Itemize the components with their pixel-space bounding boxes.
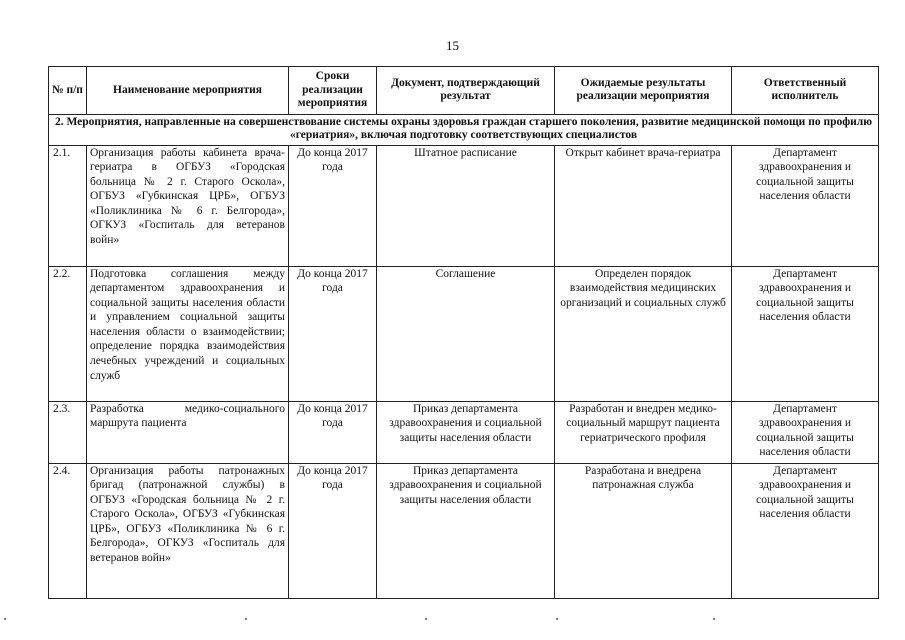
table-row <box>49 463 879 598</box>
scan-speck <box>556 618 558 620</box>
scan-speck <box>4 618 6 620</box>
scan-specks <box>0 618 905 624</box>
row-deadline: До конца 2017 года <box>289 401 377 463</box>
row-deadline: До конца 2017 года <box>289 266 377 401</box>
row-num: 2.4. <box>49 463 87 598</box>
header-results: Ожидаемые результаты реализации мероприятия <box>555 67 732 115</box>
section-row <box>49 114 879 145</box>
row-executor: Департамент здравоохранения и социальной защиты населения области <box>732 463 879 598</box>
header-document: Документ, подтверждающий результат <box>377 67 555 115</box>
row-name: Подготовка соглашения между департаментом здравоохранения и социальной защиты населения области и управлением социальной защиты населения области о взаимодействии; определение порядка взаимодействия лечебных учреждений и социальных служб <box>87 266 289 401</box>
header-deadline: Сроки реализации мероприятия <box>289 67 377 115</box>
page-number: 15 <box>446 38 459 53</box>
scan-speck <box>713 618 715 620</box>
row-name: Разработка медико-социального маршрута пациента <box>87 401 289 463</box>
measures-table <box>48 66 879 599</box>
row-result: Открыт кабинет врача-гериатра <box>555 145 732 266</box>
table-row <box>49 401 879 463</box>
row-document: Штатное расписание <box>377 145 555 266</box>
row-name: Организация работы патронажных бригад (патронажной службы) в ОГБУЗ «Городская больница № 2 г. Старого Оскола», ОГБУЗ «Губкинская ЦРБ», ОГБУЗ «Поликлиника № 6 г. Белгорода», ОГКУЗ «Госпиталь для ветеранов войн» <box>87 463 289 598</box>
row-document: Соглашение <box>377 266 555 401</box>
row-name: Организация работы кабинета врача-гериатра в ОГБУЗ «Городская больница № 2 г. Старого Оскола», ОГБУЗ «Губкинская ЦРБ», ОГБУЗ «Поликлиника № 6 г. Белгорода», ОГКУЗ «Госпиталь для ветеранов войн» <box>87 145 289 266</box>
table-header-row <box>49 67 879 115</box>
header-num: № п/п <box>49 67 87 115</box>
row-result: Определен порядок взаимодействия медицинских организаций и социальных служб <box>555 266 732 401</box>
row-result: Разработана и внедрена патронажная служба <box>555 463 732 598</box>
row-deadline: До конца 2017 года <box>289 145 377 266</box>
table-row <box>49 266 879 401</box>
section-title: 2. Мероприятия, направленные на совершенствование системы охраны здоровья граждан старшего поколения, развитие медицинской помощи по профилю «гериатрия», включая подготовку соответствующих специалистов <box>49 114 879 145</box>
header-executor: Ответственный исполнитель <box>732 67 879 115</box>
row-document: Приказ департамента здравоохранения и социальной защиты населения области <box>377 463 555 598</box>
row-result: Разработан и внедрен медико-социальный маршрут пациента гериатрического профиля <box>555 401 732 463</box>
table-row <box>49 145 879 266</box>
scan-speck <box>245 618 247 620</box>
row-executor: Департамент здравоохранения и социальной защиты населения области <box>732 401 879 463</box>
scan-speck <box>425 618 427 620</box>
header-name: Наименование мероприятия <box>87 67 289 115</box>
row-executor: Департамент здравоохранения и социальной защиты населения области <box>732 145 879 266</box>
row-num: 2.1. <box>49 145 87 266</box>
row-num: 2.3. <box>49 401 87 463</box>
row-num: 2.2. <box>49 266 87 401</box>
row-deadline: До конца 2017 года <box>289 463 377 598</box>
row-document: Приказ департамента здравоохранения и социальной защиты населения области <box>377 401 555 463</box>
row-executor: Департамент здравоохранения и социальной защиты населения области <box>732 266 879 401</box>
